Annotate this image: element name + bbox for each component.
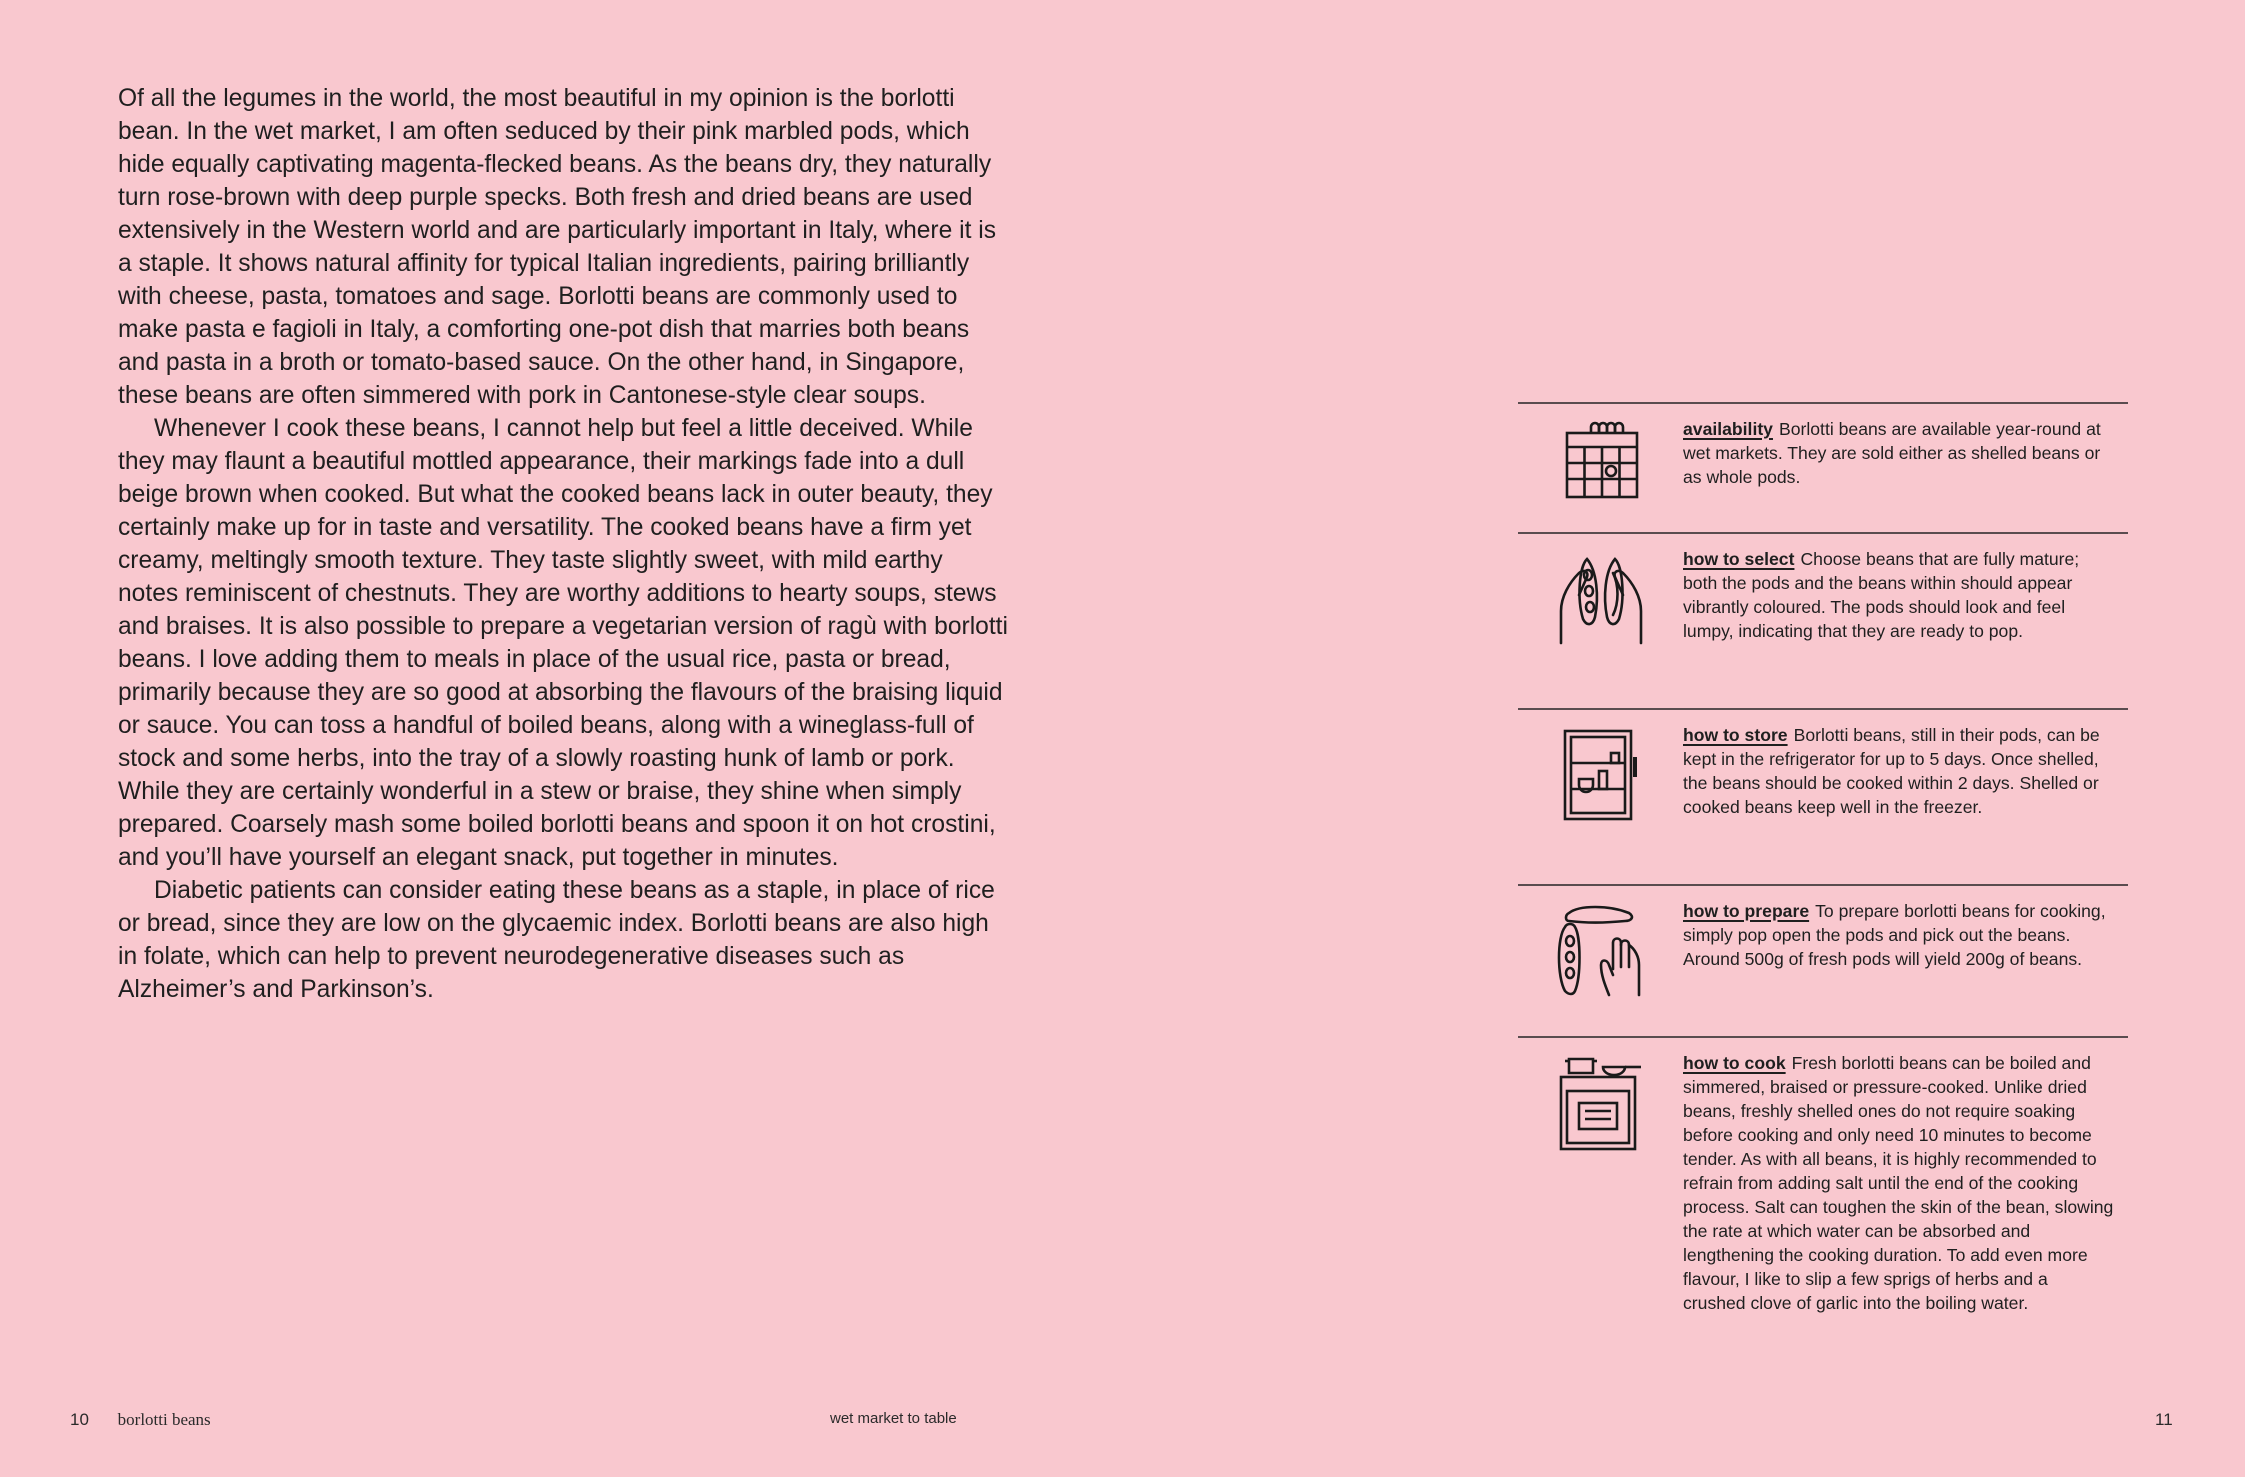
article-paragraph: Of all the legumes in the world, the most beautiful in my opinion is the borlotti bean. In the wet market, I am often seduced by their pink marbled pods, which hide equally captivating magenta-flecked beans. As the beans dry, they naturally turn rose-brown with deep purple specks. Both fresh and dried beans are used extensively in the Western world and are particularly important in Italy, where it is a staple. It shows natural affinity for typical Italian ingredients, pairing brilliantly with cheese, pasta, tomatoes and sage. Borlotti beans are commonly used to make pasta e fagioli in Italy, a comforting one-pot dish that marries both beans and pasta in a broth or tomato-based sauce. On the other hand, in Singapore, these beans are often simmered with pork in Cantonese-style clear soups. (118, 85, 997, 409)
sidebar-body: To prepare borlotti beans for cooking, simply pop open the pods and pick out the beans. Around 500g of fresh pods will yield 200g of beans. (1683, 901, 2106, 969)
sidebar-body: Fresh borlotti beans can be boiled and simmered, braised or pressure-cooked. Unlike dried beans, freshly shelled ones do not require soaking before cooking and only need 10 minutes to become tender. As with all beans, it is highly recommended to refrain from adding salt until the end of the cooking process. Salt can toughen the skin of the bean, slowing the rate at which water can be absorbed and lengthening the cooking duration. To add even more flavour, I like to slip a few sprigs of herbs and a crushed clove of garlic into the boiling water. (1683, 1053, 2114, 1313)
sidebar-item-how-to-prepare (1518, 884, 2128, 1036)
sidebar-heading: how to select (1683, 549, 1795, 569)
refrigerator-icon (1518, 723, 1683, 823)
hand-pod-icon (1518, 899, 1683, 999)
calendar-icon (1518, 417, 1683, 501)
article-paragraph: Whenever I cook these beans, I cannot help but feel a little deceived. While they may flaunt a beautiful mottled appearance, their markings fade into a dull beige brown when cooked. But what the cooked beans lack in outer beauty, they certainly make up for in taste and versatility. The cooked beans have a firm yet creamy, meltingly smooth texture. They taste slightly sweet, with mild earthy notes reminiscent of chestnuts. They are worthy additions to hearty soups, stews and braises. It is also possible to prepare a vegetarian version of ragù with borlotti beans. I love adding them to meals in place of the usual rice, pasta or bread, primarily because they are so good at absorbing the flavours of the braising liquid or sauce. You can toss a handful of boiled beans, along with a wineglass-full of stock and some herbs, into the tray of a slowly roasting hunk of lamb or pork. While they are certainly wonderful in a stew or braise, they shine when simply prepared. Coarsely mash some boiled borlotti beans and spoon it on hot crostini, and you’ll have yourself an elegant snack, put together in minutes. (118, 415, 1008, 871)
sidebar-body: Borlotti beans, still in their pods, can be kept in the refrigerator for up to 5 days. Once shelled, the beans should be cooked within 2 days. Shelled or cooked beans keep well in the freezer. (1683, 725, 2100, 817)
running-title-left: borlotti beans (117, 1410, 211, 1429)
sidebar-heading: how to prepare (1683, 901, 1810, 921)
sidebar-heading: availability (1683, 419, 1773, 439)
info-sidebar (1518, 402, 2128, 1356)
sidebar-body: Choose beans that are fully mature; both the pods and the beans within should appear vibrantly coloured. The pods should look and feel lumpy, indicating that they are ready to pop. (1683, 549, 2080, 641)
running-title-center: wet market to table (830, 1410, 957, 1427)
sidebar-heading: how to store (1683, 725, 1788, 745)
sidebar-heading: how to cook (1683, 1053, 1786, 1073)
footer-left (70, 1410, 211, 1430)
page-number-left: 10 (70, 1410, 89, 1429)
sidebar-body: Borlotti beans are available year-round at wet markets. They are sold either as shelled beans or as whole pods. (1683, 419, 2101, 487)
main-article (118, 82, 1008, 1006)
page-number-right: 11 (2155, 1410, 2173, 1429)
sidebar-item-how-to-store (1518, 708, 2128, 884)
hands-pods-icon (1518, 547, 1683, 647)
sidebar-item-how-to-cook (1518, 1036, 2128, 1356)
sidebar-item-availability (1518, 402, 2128, 532)
article-paragraph: Diabetic patients can consider eating these beans as a staple, in place of rice or bread, since they are low on the glycaemic index. Borlotti beans are also high in folate, which can help to prevent neurodegenerative diseases such as Alzheimer’s and Parkinson’s. (118, 877, 995, 1003)
sidebar-item-how-to-select (1518, 532, 2128, 708)
stove-icon (1518, 1051, 1683, 1151)
